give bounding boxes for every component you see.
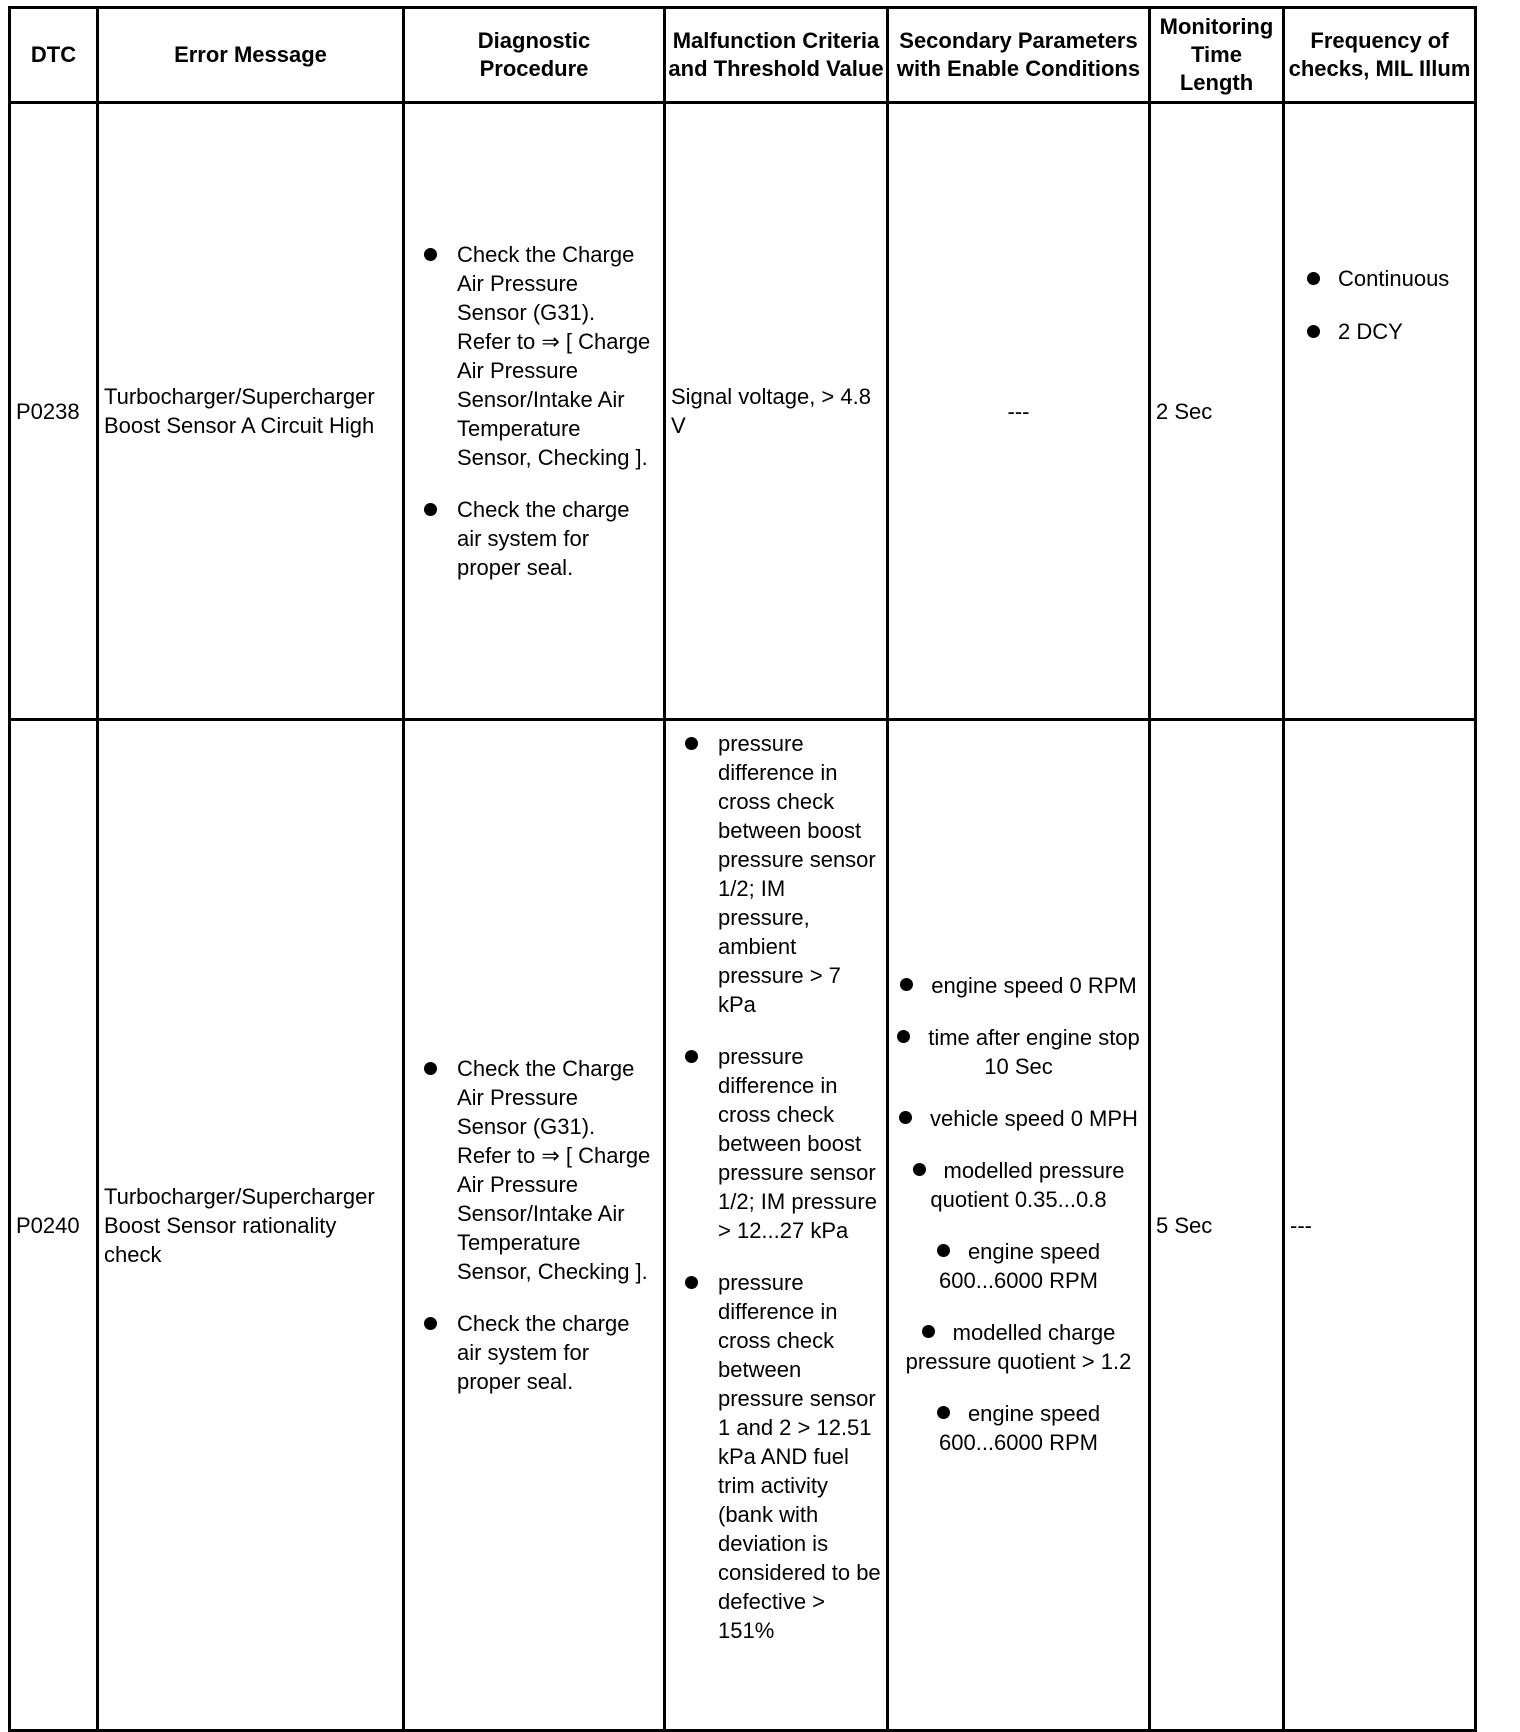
error-message: Turbocharger/Supercharger Boost Sensor A Circuit High (98, 103, 404, 720)
list-item: 2 DCY (1290, 317, 1469, 346)
list-item: Check the charge air system for proper seal. (410, 1309, 651, 1396)
header-dtc: DTC (10, 8, 98, 103)
list-item: engine speed 600...6000 RPM (895, 1399, 1142, 1457)
header-row (10, 8, 1476, 103)
procedure-list (410, 1054, 651, 1396)
header-secondary-parameters: Secondary Parameters with Enable Conditions (888, 8, 1150, 103)
bullet-icon (913, 1163, 926, 1176)
bullet-icon (897, 1030, 910, 1043)
header-frequency: Frequency of checks, MIL Illum (1284, 8, 1476, 103)
list-item: modelled charge pressure quotient > 1.2 (905, 1319, 1132, 1374)
list-item: pressure difference in cross check between boost pressure sensor 1/2; IM pressure, ambient pressure > 7 kPa (671, 729, 882, 1019)
bullet-icon (899, 1111, 912, 1124)
malfunction-criteria (665, 720, 888, 1731)
list-item: Continuous (1290, 264, 1469, 293)
list-item: pressure difference in cross check between pressure sensor 1 and 2 > 12.51 kPa AND fuel trim activity (bank with deviation is considered to be defective > 151% (671, 1268, 882, 1645)
list-item: vehicle speed 0 MPH (895, 1104, 1142, 1133)
secondary-list (895, 971, 1142, 1457)
criteria-list (671, 729, 882, 1645)
header-malfunction-criteria: Malfunction Criteria and Threshold Value (665, 8, 888, 103)
header-diagnostic-procedure: Diagnostic Procedure (404, 8, 665, 103)
frequency: --- (1284, 720, 1476, 1731)
list-item: engine speed 600...6000 RPM (895, 1237, 1142, 1295)
list-item: Check the charge air system for proper seal. (410, 495, 651, 582)
list-item: pressure difference in cross check between boost pressure sensor 1/2; IM pressure > 12...27 kPa (671, 1042, 882, 1245)
dtc-table (8, 6, 1477, 1732)
frequency-list (1290, 264, 1469, 346)
list-item: time after engine stop 10 Sec (895, 1023, 1142, 1081)
monitoring-time: 5 Sec (1150, 720, 1284, 1731)
list-item: modelled pressure quotient 0.35...0.8 (895, 1156, 1142, 1214)
list-item: engine speed 0 RPM (895, 971, 1142, 1000)
procedure-list (410, 240, 651, 582)
secondary-parameters (888, 720, 1150, 1731)
secondary-parameters: --- (888, 103, 1150, 720)
header-monitoring-time: Monitoring Time Length (1150, 8, 1284, 103)
dtc-code: P0240 (10, 720, 98, 1731)
monitoring-time: 2 Sec (1150, 103, 1284, 720)
bullet-icon (900, 978, 913, 991)
list-item: Check the Charge Air Pressure Sensor (G31). Refer to ⇒ [ Charge Air Pressure Sensor/Intake Air Temperature Sensor, Checking ]. (410, 1054, 651, 1286)
table-row (10, 103, 1476, 720)
bullet-icon (922, 1325, 935, 1338)
bullet-icon (937, 1406, 950, 1419)
frequency (1284, 103, 1476, 720)
malfunction-criteria: Signal voltage, > 4.8 V (665, 103, 888, 720)
table-row (10, 720, 1476, 1731)
error-message: Turbocharger/Supercharger Boost Sensor rationality check (98, 720, 404, 1731)
bullet-icon (937, 1244, 950, 1257)
header-error-message: Error Message (98, 8, 404, 103)
list-item: Check the Charge Air Pressure Sensor (G31). Refer to ⇒ [ Charge Air Pressure Sensor/Intake Air Temperature Sensor, Checking ]. (410, 240, 651, 472)
dtc-code: P0238 (10, 103, 98, 720)
diagnostic-procedure (404, 720, 665, 1731)
diagnostic-procedure (404, 103, 665, 720)
